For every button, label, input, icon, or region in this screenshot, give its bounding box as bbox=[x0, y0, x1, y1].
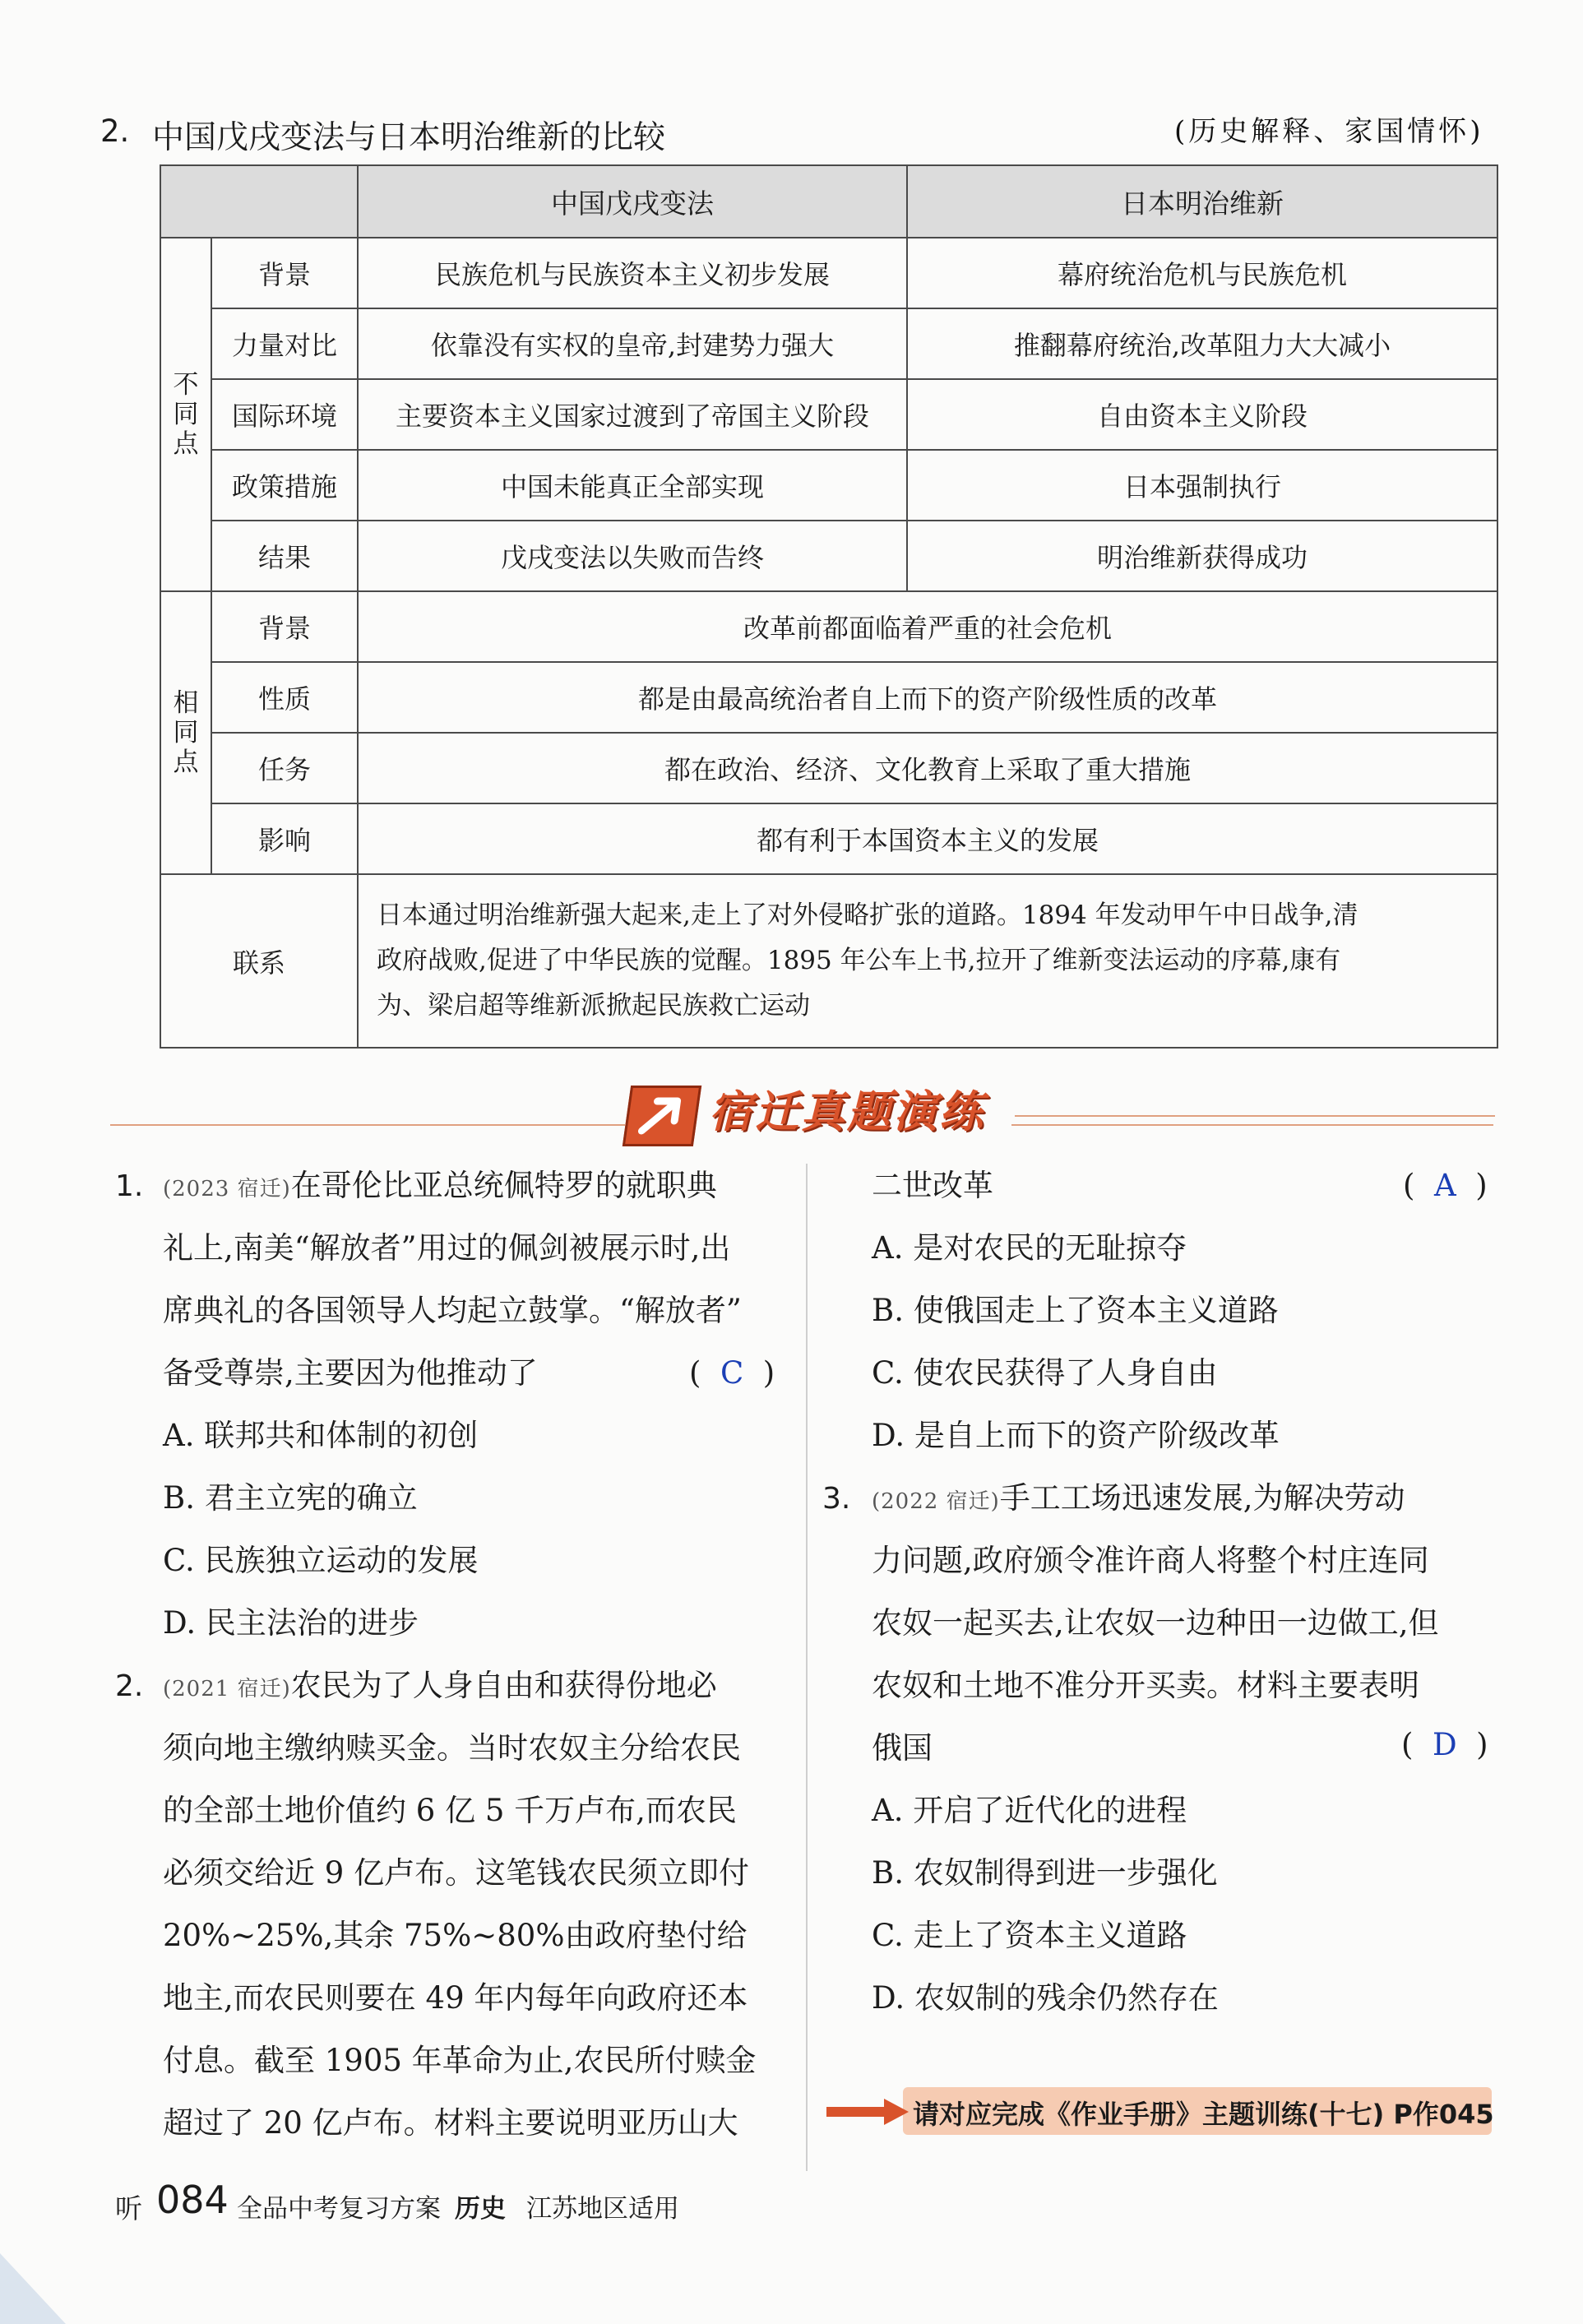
table-row bbox=[160, 238, 1497, 308]
option: C. 走上了资本主义道路 bbox=[872, 1918, 1187, 1953]
section-tags: (历史解释、家国情怀) bbox=[1174, 115, 1484, 148]
table-row bbox=[160, 733, 1497, 803]
table-row bbox=[160, 379, 1497, 450]
comparison-table bbox=[160, 164, 1498, 1049]
arrow-icon-graphic bbox=[625, 1088, 699, 1144]
row-label: 任务 bbox=[211, 733, 358, 803]
option: A. 联邦共和体制的初创 bbox=[163, 1418, 479, 1453]
cell-link bbox=[358, 874, 1497, 1048]
header-china: 中国戊戌变法 bbox=[358, 165, 907, 238]
arrow-right-icon bbox=[826, 2095, 910, 2128]
row-label: 政策措施 bbox=[211, 450, 358, 521]
cell-japan: 幕府统治危机与民族危机 bbox=[907, 238, 1497, 308]
group-label-diff: 不同点 bbox=[160, 238, 211, 591]
link-line: 日本通过明治维新强大起来,走上了对外侵略扩张的道路。1894 年发动甲午中日战争,清 bbox=[377, 900, 1359, 930]
question-line: (2022 宿迁)手工工场迅速发展,为解决劳动 bbox=[872, 1480, 1405, 1516]
arrow-icon bbox=[623, 1086, 701, 1146]
question-number: 3. bbox=[822, 1482, 851, 1516]
cell-japan: 推翻幕府统治,改革阻力大大减小 bbox=[907, 308, 1497, 379]
question-line: 农奴一起买去,让农奴一边种田一边做工,但 bbox=[872, 1605, 1439, 1641]
question-number: 1. bbox=[115, 1169, 144, 1203]
cell-china: 民族危机与民族资本主义初步发展 bbox=[358, 238, 907, 308]
cell-common: 都是由最高统治者自上而下的资产阶级性质的改革 bbox=[358, 662, 1497, 733]
cell-common: 都有利于本国资本主义的发展 bbox=[358, 803, 1497, 874]
option: B. 使俄国走上了资本主义道路 bbox=[872, 1293, 1279, 1328]
question-source: (2023 宿迁) bbox=[163, 1177, 291, 1201]
cell-common: 改革前都面临着严重的社会危机 bbox=[358, 591, 1497, 662]
table-row bbox=[160, 521, 1497, 591]
option: B. 君主立宪的确立 bbox=[163, 1480, 418, 1516]
question-line: 超过了 20 亿卢布。材料主要说明亚历山大 bbox=[163, 2105, 738, 2141]
page-number: 084 bbox=[156, 2178, 229, 2222]
row-label: 性质 bbox=[211, 662, 358, 733]
table-header-row bbox=[160, 165, 1497, 238]
question-line: 地主,而农民则要在 49 年内每年向政府还本 bbox=[163, 1980, 748, 2016]
cell-japan: 自由资本主义阶段 bbox=[907, 379, 1497, 450]
question-line: 备受尊崇,主要因为他推动了 bbox=[163, 1355, 538, 1391]
question-line: 席典礼的各国领导人均起立鼓掌。“解放者” bbox=[163, 1293, 742, 1328]
row-label: 国际环境 bbox=[211, 379, 358, 450]
link-line: 政府战败,促进了中华民族的觉醒。1895 年公车上书,拉开了维新变法运动的序幕,康有 bbox=[377, 946, 1341, 975]
table-row bbox=[160, 450, 1497, 521]
question-source: (2021 宿迁) bbox=[163, 1677, 291, 1701]
question-line: (2023 宿迁)在哥伦比亚总统佩特罗的就职典 bbox=[163, 1168, 717, 1203]
question-line: 的全部土地价值约 6 亿 5 千万卢布,而农民 bbox=[163, 1793, 737, 1828]
question-line: 农奴和土地不准分开买卖。材料主要表明 bbox=[872, 1668, 1419, 1703]
option: A. 开启了近代化的进程 bbox=[872, 1793, 1187, 1828]
link-line: 为、梁启超等维新派掀起民族救亡运动 bbox=[377, 991, 810, 1021]
question-line: 力问题,政府颁令准许商人将整个村庄连同 bbox=[872, 1543, 1429, 1578]
option: D. 是自上而下的资产阶级改革 bbox=[872, 1418, 1280, 1453]
option: A. 是对农民的无耻掠夺 bbox=[872, 1230, 1187, 1266]
question-line: 礼上,南美“解放者”用过的佩剑被展示时,出 bbox=[163, 1230, 731, 1266]
table-row-link bbox=[160, 874, 1497, 1048]
section-number: 2. bbox=[100, 113, 130, 149]
group-label-same: 相同点 bbox=[160, 591, 211, 874]
cell-china: 戊戌变法以失败而告终 bbox=[358, 521, 907, 591]
answer-slot: ( C ) bbox=[689, 1355, 775, 1391]
option: C. 使农民获得了人身自由 bbox=[872, 1355, 1218, 1391]
cell-china: 主要资本主义国家过渡到了帝国主义阶段 bbox=[358, 379, 907, 450]
row-label: 背景 bbox=[211, 591, 358, 662]
question-line: 20%~25%,其余 75%~80%由政府垫付给 bbox=[163, 1918, 748, 1953]
question-line: (2021 宿迁)农民为了人身自由和获得份地必 bbox=[163, 1668, 717, 1703]
question-line: 二世改革 bbox=[872, 1168, 993, 1203]
answer-slot: ( D ) bbox=[1401, 1727, 1488, 1762]
answer-letter: A bbox=[1433, 1168, 1456, 1203]
banner-rule-right bbox=[1015, 1115, 1495, 1117]
cell-japan: 日本强制执行 bbox=[907, 450, 1497, 521]
table-row bbox=[160, 803, 1497, 874]
page-corner-decoration bbox=[0, 2253, 66, 2324]
arrow-right-icon-graphic bbox=[826, 2095, 910, 2128]
cell-japan: 明治维新获得成功 bbox=[907, 521, 1497, 591]
answer-letter: D bbox=[1432, 1727, 1457, 1762]
footer-prefix: 听 bbox=[115, 2192, 142, 2224]
answer-slot: ( A ) bbox=[1403, 1168, 1488, 1203]
option: B. 农奴制得到进一步强化 bbox=[872, 1855, 1218, 1891]
book-title: 全品中考复习方案 bbox=[237, 2194, 441, 2224]
table-row bbox=[160, 591, 1497, 662]
table-row bbox=[160, 308, 1497, 379]
cell-china: 中国未能真正全部实现 bbox=[358, 450, 907, 521]
header-blank-cell bbox=[160, 165, 358, 238]
region-label: 江苏地区适用 bbox=[526, 2194, 679, 2224]
section-title: 中国戊戌变法与日本明治维新的比较 bbox=[152, 119, 666, 156]
subject-label: 历史 bbox=[455, 2194, 506, 2224]
row-label: 结果 bbox=[211, 521, 358, 591]
question-line: 须向地主缴纳赎买金。当时农奴主分给农民 bbox=[163, 1730, 741, 1766]
question-line: 俄国 bbox=[872, 1730, 933, 1766]
row-label: 力量对比 bbox=[211, 308, 358, 379]
question-number: 2. bbox=[115, 1669, 144, 1703]
option: D. 农奴制的残余仍然存在 bbox=[872, 1980, 1219, 2016]
option: C. 民族独立运动的发展 bbox=[163, 1543, 479, 1578]
table-row bbox=[160, 662, 1497, 733]
banner-title: 宿迁真题演练 bbox=[709, 1087, 985, 1137]
question-line: 必须交给近 9 亿卢布。这笔钱农民须立即付 bbox=[163, 1855, 750, 1891]
workbook-reference-text: 请对应完成《作业手册》主题训练(十七) P作045 bbox=[913, 2099, 1494, 2130]
question-line: 付息。截至 1905 年革命为止,农民所付赎金 bbox=[163, 2043, 757, 2078]
question-source: (2022 宿迁) bbox=[872, 1489, 1000, 1514]
header-japan: 日本明治维新 bbox=[907, 165, 1497, 238]
row-label-link: 联系 bbox=[160, 874, 358, 1048]
answer-letter: C bbox=[720, 1355, 744, 1391]
column-divider bbox=[806, 1164, 808, 2171]
cell-common: 都在政治、经济、文化教育上采取了重大措施 bbox=[358, 733, 1497, 803]
option: D. 民主法治的进步 bbox=[163, 1605, 419, 1641]
cell-china: 依靠没有实权的皇帝,封建势力强大 bbox=[358, 308, 907, 379]
row-label: 影响 bbox=[211, 803, 358, 874]
row-label: 背景 bbox=[211, 238, 358, 308]
